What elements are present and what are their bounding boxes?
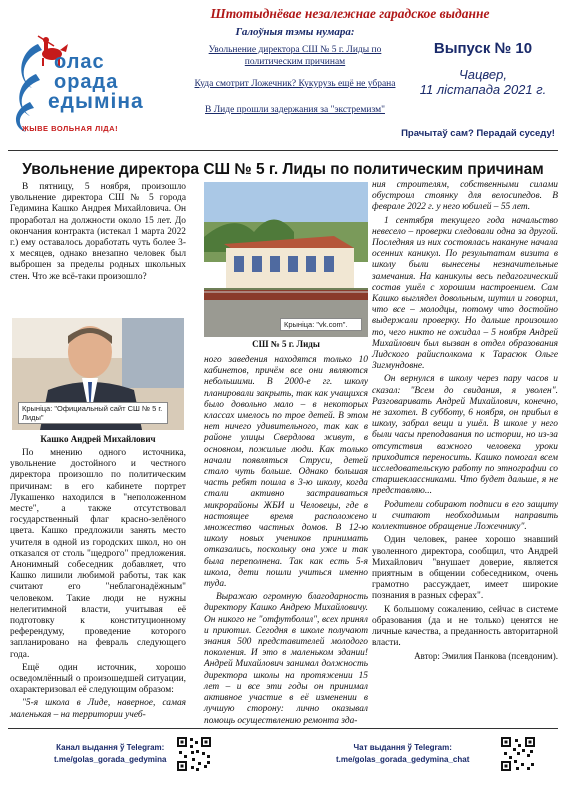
school-image: [204, 182, 368, 337]
qr-code-icon[interactable]: [500, 736, 536, 772]
photo-credit-2: Крыніца: "vk.com".: [280, 318, 362, 331]
issue-info: [408, 40, 558, 97]
paragraph: 1 сентября текущего года начальство невесело – проверки следовали одна за другой. Последняя из них состоялась накануне начала осенних каникул. По результатам визита в школу были вынесены незначительные замечания. На каникулы весь педагогический состав ушёл с хорошим настроением. Сам Кашко выглядел довольным, шутил и говорил, что все – молодцы, потому что достойно выдержали проверку. Но дальше произошло то, чего никто не ожидал – 5 ноября Андрей Михайлович был вызван в отдел образования Лидского райисполкома к Тарасюк Ольге Зигмундовне.: [372, 215, 558, 372]
logo-word-3: едыміна: [48, 90, 144, 113]
toc-link-2[interactable]: Куда смотрит Ложечник? Кукурузь ещё не убрана: [194, 79, 396, 89]
toc-link-1[interactable]: Увольнение директора СШ № 5 г. Лиды по политическим причинам: [208, 45, 382, 67]
paragraph: "5-я школа в Лиде, наверное, самая маленькая – на территории учеб-: [10, 698, 186, 720]
paragraph: ния строителям, собственными силами обустроил стоянку для велосипедов. В феврале 2022 г. у него юбилей – 55 лет.: [372, 180, 558, 213]
paragraph: По мнению одного источника, увольнение достойного и честного директора произошло по политическим причинам: в его кабинете портрет Лукашенко находился в "неположенном месте", а также отсутствовал государственный флаг красно-зелёного цвета. Кашко предложили занять место учителя в одной из городских школ, но он отказался от столь "щедрого" предложения. Анонимный собеседник добавляет, что Кашко лишили любимой работы, так как считают его "неблагонадёжным" человеком. Такие люди не нужны нелегитимной власти, учитывая её подготовку к конституционному референдуму, проведение которого запланировано на февраль следующего года.: [10, 448, 186, 660]
qr-code-icon[interactable]: [176, 736, 212, 772]
footer-divider: [8, 728, 558, 729]
article-column-1: [10, 182, 186, 310]
telegram-channel-link[interactable]: t.me/golas_gorada_gedymina: [54, 755, 167, 764]
telegram-chat: [336, 742, 469, 766]
article-column-3: [372, 180, 558, 663]
footer: [0, 732, 566, 800]
telegram-channel: [54, 742, 166, 766]
issue-date: 11 лістапада 2021 г.: [419, 82, 547, 97]
slogan: Штотыднёвае незалежнае гарадское выданне: [210, 6, 490, 21]
paragraph: Один человек, ранее хорошо знавший уволенного директора, сообщил, что Андрей Михайлович "внушает доверие, является приятным в общении собеседником, очень грамотно рассуждает, имеет широкие познания в разных сферах".: [372, 535, 558, 602]
paragraph: В пятницу, 5 ноября, произошло увольнение директора СШ № 5 города Гедимина Кашко Андрея Михайловича. Он проработал на должности около 15 лет. До окончания контракта (истекал 1 марта 2022 г.) ему оставалось доработать чуть более 3-х месяцев, однако внезапно человек был выброшен за пределы родных школьных стен. Что же всё-таки произошло?: [10, 182, 186, 282]
photo-credit-1: Крыніца: "Официальный сайт СШ № 5 г. Лиды": [18, 402, 168, 424]
article-column-1-continued: [10, 448, 186, 723]
logo-tagline: ЖЫВЕ ВОЛЬНАЯ ЛІДА!: [22, 124, 119, 133]
paragraph: Он вернулся в школу через пару часов и сказал: "Всем до свидания, я уволен". Разговаривать Андрей Михайлович, конечно, не захотел. В субботу, 6 ноября, он прибыл в школу, забрал вещи и ушёл. В школе у него были часы преподавания по истории, но из-за отсутствия важного человека уроки приходится переносить. Кашко помогал всем исследовательскую работу по этнографии со старшеклассниками. Что будет дальше, я не представляю...: [372, 374, 558, 497]
logo: [8, 30, 186, 134]
photo-caption-2: СШ № 5 г. Лиды: [252, 339, 320, 349]
masthead: [0, 0, 566, 150]
article-headline: Увольнение директора СШ № 5 г. Лиды по политическим причинам: [22, 161, 544, 178]
share-call-to-action: Прачытаў сам? Перадай суседу!: [401, 128, 555, 139]
toc-title: Галоўныя тэмы нумара:: [235, 26, 355, 38]
logo-word-2: орада: [54, 71, 119, 93]
portrait-photo: [12, 318, 184, 430]
table-of-contents: [190, 26, 400, 116]
paragraph: Выражаю огромную благодарность директору Кашко Андрею Михайловичу. Он никого не "отфутболил", всех принял и приютил. Сегодня в школе получают знания 500 представителей молодого поколения. И это в маленьком здании! Андрей Михайлович занимал должность директора школы на протяжении 15 лет – и все эти годы он принимал активное участие в её изменении в лучшую сторону: лично оказывал помощь осуществлению ремонта зда-: [204, 592, 368, 726]
paragraph: К большому сожалению, сейчас в системе образования (да и не только) ценятся не личные качества, а преданность авторитарной власти.: [372, 604, 558, 649]
article-column-2: [204, 355, 368, 729]
header-divider: [8, 150, 558, 151]
telegram-channel-label: Канал выдання ў Telegram:: [56, 743, 165, 752]
article-author: Автор: Эмилия Панкова (псевдоним).: [414, 651, 558, 662]
issue-number: Выпуск № 10: [433, 40, 533, 57]
photo-caption-1: Кашко Андрей Михайлович: [40, 434, 156, 444]
school-photo: [204, 182, 368, 337]
logo-word-1: олас: [54, 51, 105, 73]
telegram-chat-link[interactable]: t.me/golas_gorada_gedymina_chat: [336, 755, 470, 764]
paragraph: ного заведения находятся только 10 кабинетов, причём все они являются небольшими. В 2000-е гг. школу планировали закрыть, так как учащихся было довольно мало – в некоторых классах имелось по трое детей. В этом нет ничего удивительного, так как в районе улицы Свердлова живут, в основном, пожилые люди. Как только начали появляться Струси, детей стало чуть больше. Однако большая часть ребят пошла в 3-ю школу, когда стали активно застраиваться микрорайоны ЖБИ и Человецы, где в настоящее время расположено множество частных домов. В 12-ю школу новых учеников принимать отказались, поскольку она уже и так была переполнена. Так как есть 5-я школа, дети пошли учиться именно туда.: [204, 355, 368, 590]
paragraph: Ещё один источник, хорошо осведомлённый о произошедшей ситуации, охарактеризовал её следующим образом:: [10, 662, 186, 696]
issue-day: Чацвер,: [459, 67, 507, 82]
paragraph: Родители собирают подписи в его защиту и считают необходимым направить коллективное обращение Ложечнику".: [372, 499, 558, 533]
toc-link-3[interactable]: В Лиде прошли задержания за "экстремизм": [205, 105, 385, 115]
telegram-chat-label: Чат выдання ў Telegram:: [353, 743, 452, 752]
